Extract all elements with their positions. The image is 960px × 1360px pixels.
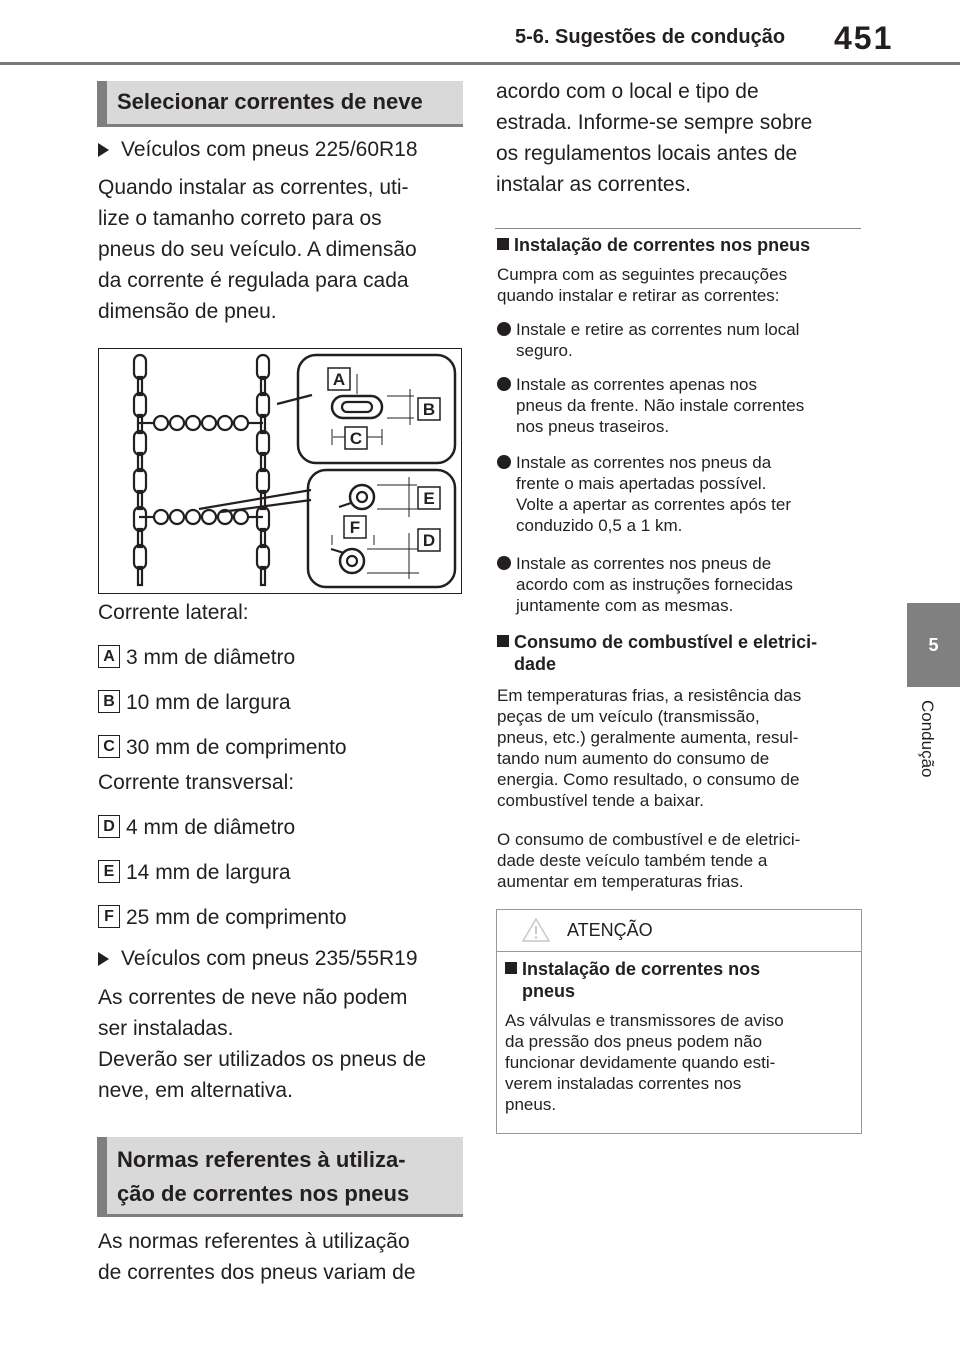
chapter-number: 5 xyxy=(928,634,939,655)
dimension-item-c: C 30 mm de comprimento xyxy=(98,736,347,760)
warning-box xyxy=(496,909,862,1134)
right-vertical-chain xyxy=(257,355,269,585)
chain-dimension-diagram xyxy=(98,348,462,594)
square-bullet-icon xyxy=(505,962,517,974)
warning-header xyxy=(497,910,861,952)
divider xyxy=(495,228,861,229)
figure-label-a: A xyxy=(332,370,346,389)
paragraph-no-chains: As correntes de neve não podem ser instaladas. Deverão ser utilizados os pneus de neve, em alternativa. xyxy=(98,986,427,1102)
tire-size-1: Veículos com pneus 225/60R18 xyxy=(98,138,418,162)
bullet-item: Instale as correntes nos pneus de acordo com as instruções fornecidas juntamente com as mesmas. xyxy=(497,553,862,616)
heading-select-chains: Selecionar correntes de neve xyxy=(97,81,463,127)
installation-intro: Cumpra com as seguintes precauções quando instalar e retirar as correntes: xyxy=(497,265,788,305)
chapter-tab xyxy=(907,603,960,687)
figure-label-e: E xyxy=(423,489,435,508)
page-number: 451 xyxy=(834,20,894,56)
bullet-item: Instale e retire as correntes num local seguro. xyxy=(497,319,862,361)
figure-label-d: D xyxy=(422,531,436,550)
square-bullet-icon xyxy=(497,635,509,647)
bullet-item: Instale as correntes nos pneus da frente o mais apertadas possível. Volte a apertar as correntes após ter conduzido 0,5 a 1 km. xyxy=(497,452,862,536)
heading-chain-regulations: Normas referentes à utiliza- ção de correntes nos pneus xyxy=(97,1137,463,1217)
figure-label-b: B xyxy=(422,400,436,419)
section-title: 5-6. Sugestões de condução xyxy=(515,26,786,48)
bullet-dot-icon xyxy=(497,556,511,570)
triangle-bullet-icon xyxy=(98,952,109,966)
dimension-item-b: B 10 mm de largura xyxy=(98,691,291,715)
chain-illustration xyxy=(99,349,460,592)
warning-title: ATENÇÃO xyxy=(567,920,653,940)
paragraph-chain-size: Quando instalar as correntes, uti- lize o tamanho correto para os pneus do seu veículo. A dimensão da corrente é regulada para cada dimensão de pneu. xyxy=(98,176,417,323)
subheading-consumption: Consumo de combustível e eletrici- dade xyxy=(497,631,817,675)
side-chain-label: Corrente lateral: xyxy=(98,601,249,624)
warning-subheading: Instalação de correntes nos pneus xyxy=(505,958,760,1002)
dimension-item-e: E 14 mm de largura xyxy=(98,861,291,885)
bullet-dot-icon xyxy=(497,322,511,336)
triangle-bullet-icon xyxy=(98,143,109,157)
figure-label-f: F xyxy=(349,518,361,537)
warning-text: As válvulas e transmissores de aviso da pressão dos pneus podem não funcionar devidamente quando esti- verem instaladas correntes nos pneus. xyxy=(505,1011,784,1114)
bullet-item: Instale as correntes apenas nos pneus da frente. Não instale correntes nos pneus traseiros. xyxy=(497,374,862,437)
dimension-item-a: A 3 mm de diâmetro xyxy=(98,646,295,670)
consumption-paragraph-1: Em temperaturas frias, a resistência das peças de um veículo (transmissão, pneus, etc.) geralmente aumenta, resul- tando num aumento do consumo de energia. Como resultado, o consumo de combustível tende a baixar. xyxy=(497,686,802,810)
square-bullet-icon xyxy=(497,238,509,250)
dimension-item-f: F 25 mm de comprimento xyxy=(98,906,347,930)
upper-cross-chain xyxy=(139,416,263,430)
warning-triangle-icon xyxy=(522,917,550,943)
bullet-dot-icon xyxy=(497,377,511,391)
dimension-item-d: D 4 mm de diâmetro xyxy=(98,816,295,840)
paragraph-regulations: As normas referentes à utilização de correntes dos pneus variam de xyxy=(98,1230,416,1284)
subheading-installation: Instalação de correntes nos pneus xyxy=(497,234,810,256)
lower-cross-chain xyxy=(139,510,263,524)
figure-label-c: C xyxy=(349,429,363,448)
bullet-dot-icon xyxy=(497,455,511,469)
header-rule xyxy=(0,62,960,65)
cross-chain-label: Corrente transversal: xyxy=(98,771,295,794)
chapter-label: Condução xyxy=(918,700,937,778)
paragraph-regulations-cont: acordo com o local e tipo de estrada. Informe-se sempre sobre os regulamentos locais antes de instalar as correntes. xyxy=(496,80,813,196)
tire-size-2: Veículos com pneus 235/55R19 xyxy=(98,947,418,971)
left-vertical-chain xyxy=(134,355,146,585)
consumption-paragraph-2: O consumo de combustível e de eletrici- dade deste veículo também tende a aumentar em temperaturas frias. xyxy=(497,830,801,891)
